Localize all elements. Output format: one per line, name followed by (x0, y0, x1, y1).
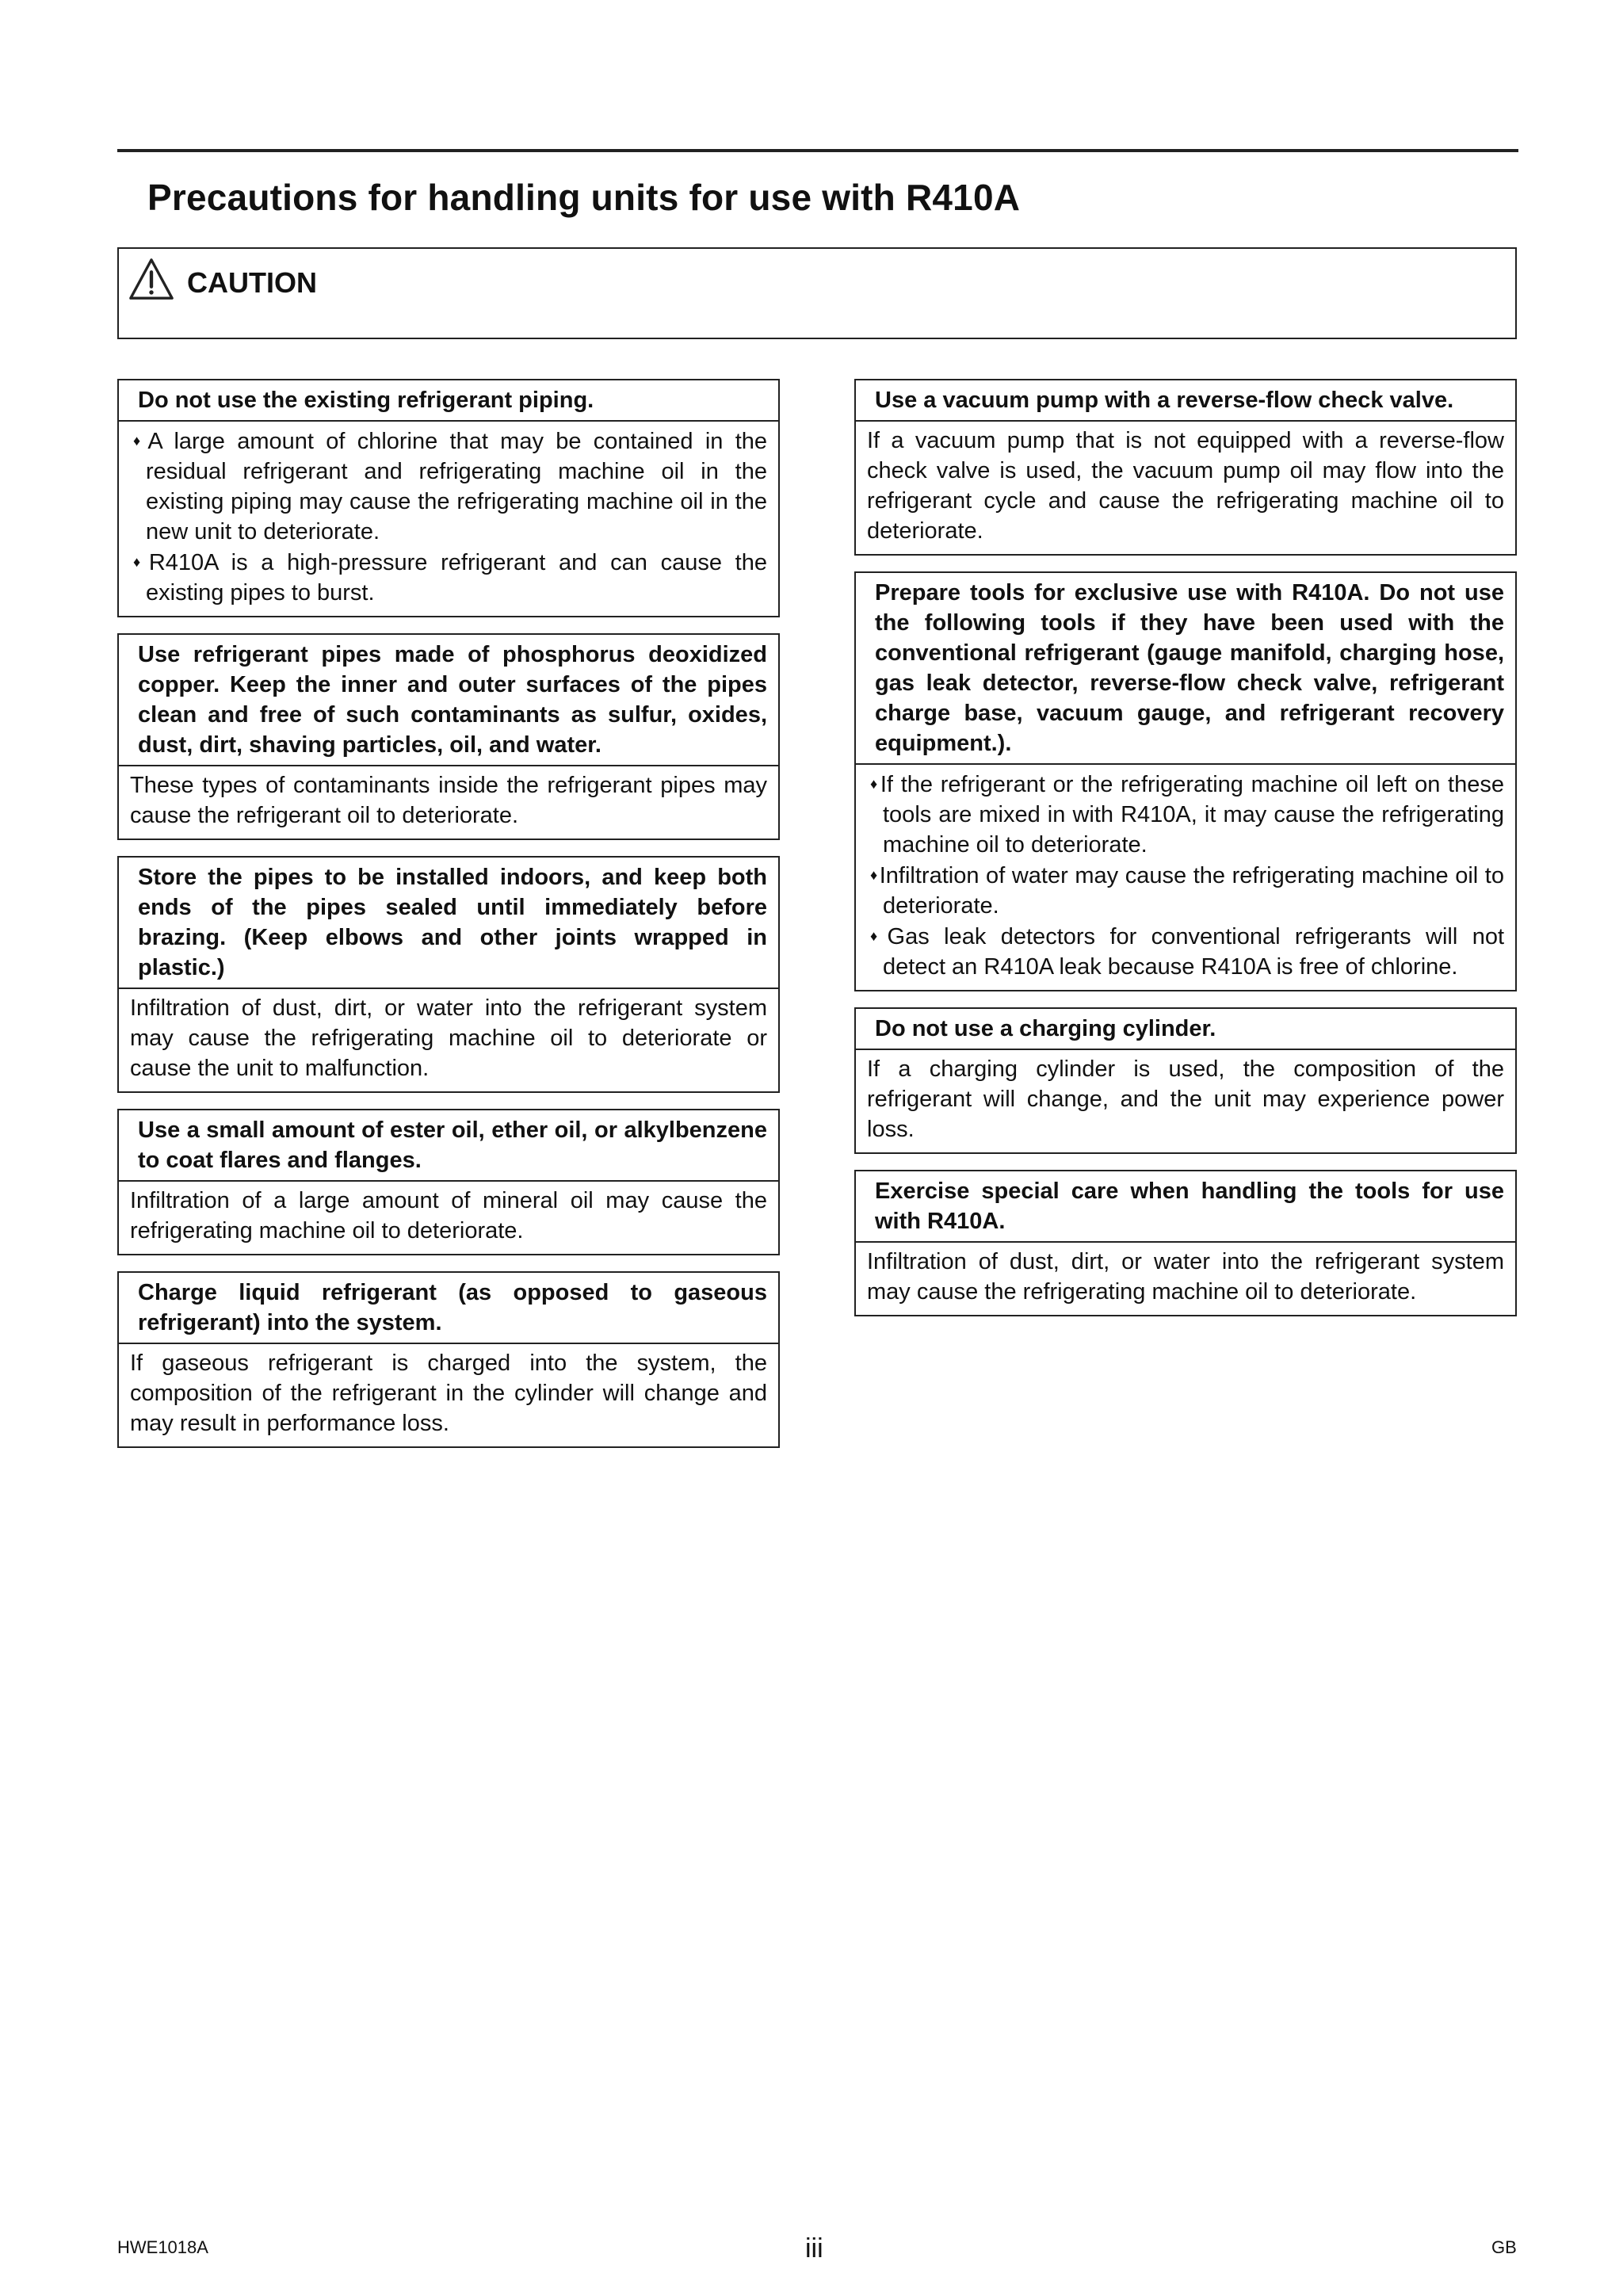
precaution-card (854, 1007, 1517, 1154)
precaution-body: Infiltration of dust, dirt, or water into the refrigerant system may cause the refrigerating machine oil to deteriorate or cause the unit to malfunction. (130, 995, 767, 1081)
precaution-heading: Exercise special care when handling the tools for use with R410A. (856, 1171, 1515, 1243)
precaution-body: If a vacuum pump that is not equipped with a reverse-flow check valve is used, the vacuum pump oil may flow into the refrigerant cycle and cause the refrigerating machine oil to deteriorate. (867, 428, 1504, 544)
caution-banner (117, 247, 1517, 339)
precaution-body (856, 765, 1515, 990)
precaution-body: If a charging cylinder is used, the composition of the refrigerant will change, and the unit may experience power loss. (867, 1056, 1504, 1142)
precaution-body: Infiltration of dust, dirt, or water into the refrigerant system may cause the refrigerating machine oil to deteriorate. (867, 1249, 1504, 1305)
bullet-item: ♦ Infiltration of water may cause the refrigerating machine oil to deteriorate. (867, 860, 1504, 921)
precaution-heading: Use a small amount of ester oil, ether oil, or alkylbenzene to coat flares and flanges. (119, 1110, 778, 1182)
bullet-item: ♦ R410A is a high-pressure refrigerant and can cause the existing pipes to burst. (130, 547, 767, 608)
right-column (854, 379, 1517, 1332)
bullet-item: ♦ A large amount of chlorine that may be contained in the residual refrigerant and refrigerating machine oil in the existing piping may cause the refrigerating machine oil in the new unit to deteriorate. (130, 426, 767, 547)
precaution-body: These types of contaminants inside the refrigerant pipes may cause the refrigerant oil to deteriorate. (130, 773, 767, 828)
precaution-card (117, 1271, 780, 1448)
precaution-card (117, 379, 780, 617)
precaution-card (854, 379, 1517, 556)
precaution-heading: Do not use the existing refrigerant piping. (119, 380, 778, 422)
precaution-card (117, 856, 780, 1093)
top-rule (117, 149, 1518, 152)
precaution-body (119, 422, 778, 616)
footer-region: GB (1491, 2237, 1517, 2257)
precaution-heading: Charge liquid refrigerant (as opposed to gaseous refrigerant) into the system. (119, 1273, 778, 1344)
precaution-card (854, 571, 1517, 991)
precaution-heading: Use refrigerant pipes made of phosphorus deoxidized copper. Keep the inner and outer surfaces of the pipes clean and free of such contaminants as sulfur, oxides, dust, dirt, shaving particles, oil, and water. (119, 635, 778, 766)
precaution-heading: Prepare tools for exclusive use with R410A. Do not use the following tools if they have been used with the conventional refrigerant (gauge manifold, charging hose, gas leak detector, reverse-flow check valve, refrigerant charge base, vacuum gauge, and refrigerant recovery equipment.). (856, 573, 1515, 765)
precaution-heading: Use a vacuum pump with a reverse-flow check valve. (856, 380, 1515, 422)
page-title: Precautions for handling units for use with R410A (147, 177, 1021, 218)
bullet-item: ♦ If the refrigerant or the refrigerating machine oil left on these tools are mixed in with R410A, it may cause the refrigerating machine oil to deteriorate. (867, 769, 1504, 860)
bullet-item: ♦ Gas leak detectors for conventional refrigerants will not detect an R410A leak because R410A is free of chlorine. (867, 921, 1504, 982)
precaution-heading: Store the pipes to be installed indoors, and keep both ends of the pipes sealed until immediately before brazing. (Keep elbows and other joints wrapped in plastic.) (119, 858, 778, 989)
precaution-body: Infiltration of a large amount of mineral oil may cause the refrigerating machine oil to deteriorate. (130, 1188, 767, 1244)
footer-doc-code: HWE1018A (117, 2237, 208, 2257)
footer-page-number: iii (805, 2233, 823, 2264)
left-column (117, 379, 780, 1464)
precaution-body: If gaseous refrigerant is charged into the system, the composition of the refrigerant in the cylinder will change and may result in performance loss. (130, 1350, 767, 1436)
precaution-card (117, 633, 780, 840)
precaution-heading: Do not use a charging cylinder. (856, 1009, 1515, 1050)
precaution-card (854, 1170, 1517, 1316)
warning-triangle-icon (128, 257, 174, 303)
caution-label: CAUTION (187, 266, 317, 299)
precaution-card (117, 1109, 780, 1255)
